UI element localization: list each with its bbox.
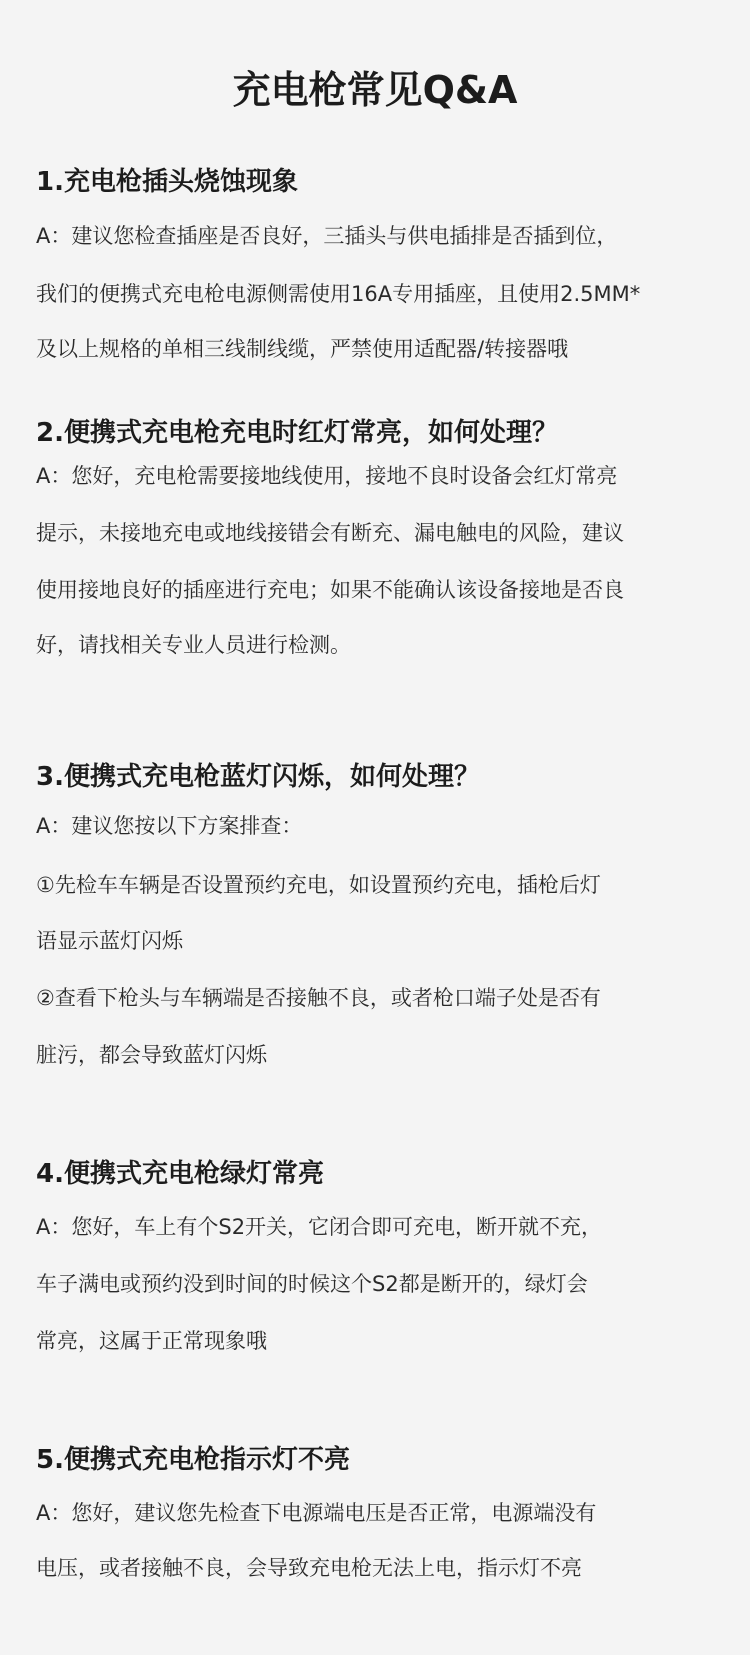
question-4-heading: 4.便携式充电枪绿灯常亮 xyxy=(36,1159,324,1189)
answer-5-line-1: A：您好，建议您先检查下电源端电压是否正常，电源端没有 xyxy=(36,1501,597,1525)
answer-1-line-2: 我们的便携式充电枪电源侧需使用16A专用插座，且使用2.5MM* xyxy=(36,282,641,306)
question-5-heading: 5.便携式充电枪指示灯不亮 xyxy=(36,1445,350,1475)
page-title: 充电枪常见Q&A xyxy=(232,68,518,112)
answer-1-line-3: 及以上规格的单相三线制线缆，严禁使用适配器/转接器哦 xyxy=(36,337,569,361)
answer-1-line-1: A：建议您检查插座是否良好，三插头与供电插排是否插到位， xyxy=(36,224,618,248)
question-3-heading: 3.便携式充电枪蓝灯闪烁，如何处理？ xyxy=(36,762,480,792)
answer-4-line-1: A：您好，车上有个S2开关，它闭合即可充电，断开就不充， xyxy=(36,1215,603,1239)
answer-2-line-2: 提示，未接地充电或地线接错会有断充、漏电触电的风险，建议 xyxy=(36,521,624,545)
answer-3-line-3: 语显示蓝灯闪烁 xyxy=(36,929,183,953)
answer-4-line-3: 常亮，这属于正常现象哦 xyxy=(36,1329,267,1353)
answer-3-line-2: ①先检车车辆是否设置预约充电，如设置预约充电，插枪后灯 xyxy=(36,873,601,897)
answer-3-line-4: ②查看下枪头与车辆端是否接触不良，或者枪口端子处是否有 xyxy=(36,986,601,1010)
question-2-heading: 2.便携式充电枪充电时红灯常亮，如何处理？ xyxy=(36,418,558,448)
answer-5-line-2: 电压，或者接触不良，会导致充电枪无法上电，指示灯不亮 xyxy=(36,1556,582,1580)
answer-2-line-1: A：您好，充电枪需要接地线使用，接地不良时设备会红灯常亮 xyxy=(36,464,618,488)
answer-3-line-5: 脏污，都会导致蓝灯闪烁 xyxy=(36,1043,267,1067)
answer-2-line-4: 好，请找相关专业人员进行检测。 xyxy=(36,633,351,657)
answer-3-line-1: A：建议您按以下方案排查： xyxy=(36,814,303,838)
answer-4-line-2: 车子满电或预约没到时间的时候这个S2都是断开的，绿灯会 xyxy=(36,1272,588,1296)
question-1-heading: 1.充电枪插头烧蚀现象 xyxy=(36,167,298,197)
answer-2-line-3: 使用接地良好的插座进行充电；如果不能确认该设备接地是否良 xyxy=(36,578,624,602)
